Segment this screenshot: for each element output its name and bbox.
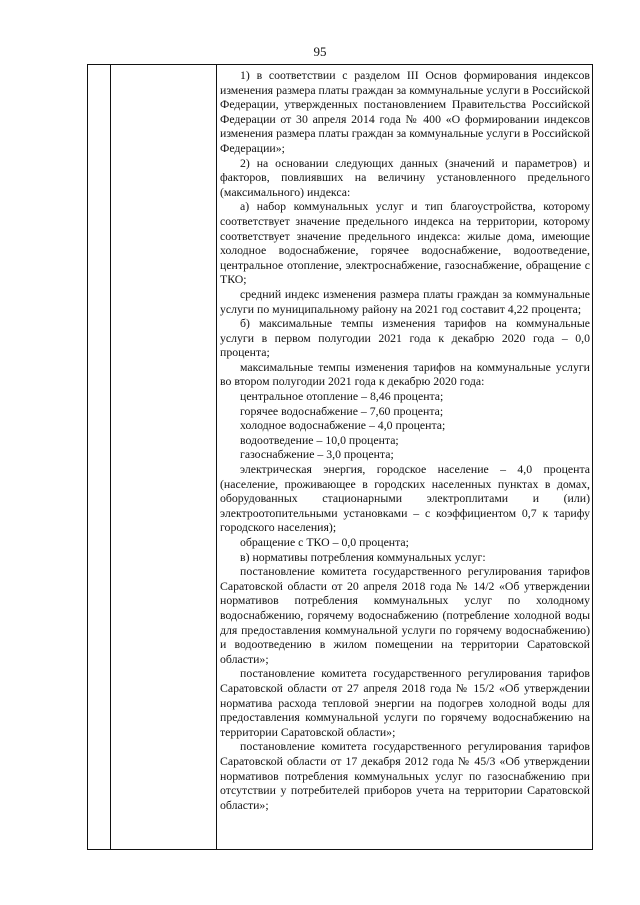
paragraph: постановление комитета государственного регулирования тарифов Саратовской области от 17 декабря 2012 года № 45/3 «Об утверждении нормативов потребления коммунальных услуг по газоснабжению при отсутствии у потребителей приборов учета на территории Саратовской области»; [220,739,590,812]
paragraph: холодное водоснабжение – 4,0 процента; [240,418,446,433]
paragraph: б) максимальные темпы изменения тарифов на коммунальные услуги в первом полугодии 2021 года к декабрю 2020 года – 0,0 процента; [220,316,590,360]
paragraph: постановление комитета государственного регулирования тарифов Саратовской области от 27 апреля 2018 года № 15/2 «Об утверждении норматива расхода тепловой энергии на подогрев холодной воды для предоставления коммунальной услуги по горячему водоснабжению на территории Саратовской области»; [220,666,590,739]
paragraph: максимальные темпы изменения тарифов на коммунальные услуги во втором полугодии 2021 года к декабрю 2020 года: [220,359,590,389]
paragraph: средний индекс изменения размера платы граждан за коммунальные услуги по муниципальному району на 2021 год составит 4,22 процента; [220,286,590,316]
paragraph: центральное отопление – 8,46 процента; [240,389,444,404]
paragraph: водоотведение – 10,0 процента; [240,432,399,447]
paragraph: в) нормативы потребления коммунальных услуг: [240,549,486,564]
paragraph: а) набор коммунальных услуг и тип благоустройства, которому соответствует значение предельного индекса на территории, которому соответствует значение предельного индекса: жилые дома, имеющие холодное водоснабжение, горячее водоснабжение, водоотведение, центральное отопление, электроснабжение, газоснабжение, обращение с ТКО; [220,199,590,287]
paragraph: 2) на основании следующих данных (значений и параметров) и факторов, повлиявших на величину установленного предельного (максимального) индекса: [220,155,590,199]
paragraph: горячее водоснабжение – 7,60 процента; [240,403,444,418]
table-column-divider [216,65,217,849]
paragraph: электрическая энергия, городское население – 4,0 процента (население, проживающее в городских населенных пунктах в домах, оборудованных стационарными электроплитами и (или) электроотопительными установками – с коэффициентом 0,7 к тарифу городского населения); [220,462,590,535]
table-text-cell [220,68,590,812]
paragraph: 1) в соответствии с разделом III Основ формирования индексов изменения размера платы граждан за коммунальные услуги в Российской Федерации, утвержденных постановлением Правительства Российской Федерации от 30 апреля 2014 года № 400 «О формировании индексов изменения размера платы граждан за коммунальные услуги в Российской Федерации»; [220,68,590,155]
document-table [87,64,593,850]
table-column-divider [110,65,111,849]
page-number: 95 [313,44,327,59]
paragraph: обращение с ТКО – 0,0 процента; [240,535,409,549]
paragraph: постановление комитета государственного регулирования тарифов Саратовской области от 20 апреля 2018 года № 14/2 «Об утверждении нормативов потребления коммунальных услуг по холодному водоснабжению, горячему водоснабжению (потребление холодной воды для предоставления коммунальной услуги по горячему водоснабжению) и водоотведению в жилом помещении на территории Саратовской области»; [220,564,590,666]
paragraph: газоснабжение – 3,0 процента; [240,447,394,462]
